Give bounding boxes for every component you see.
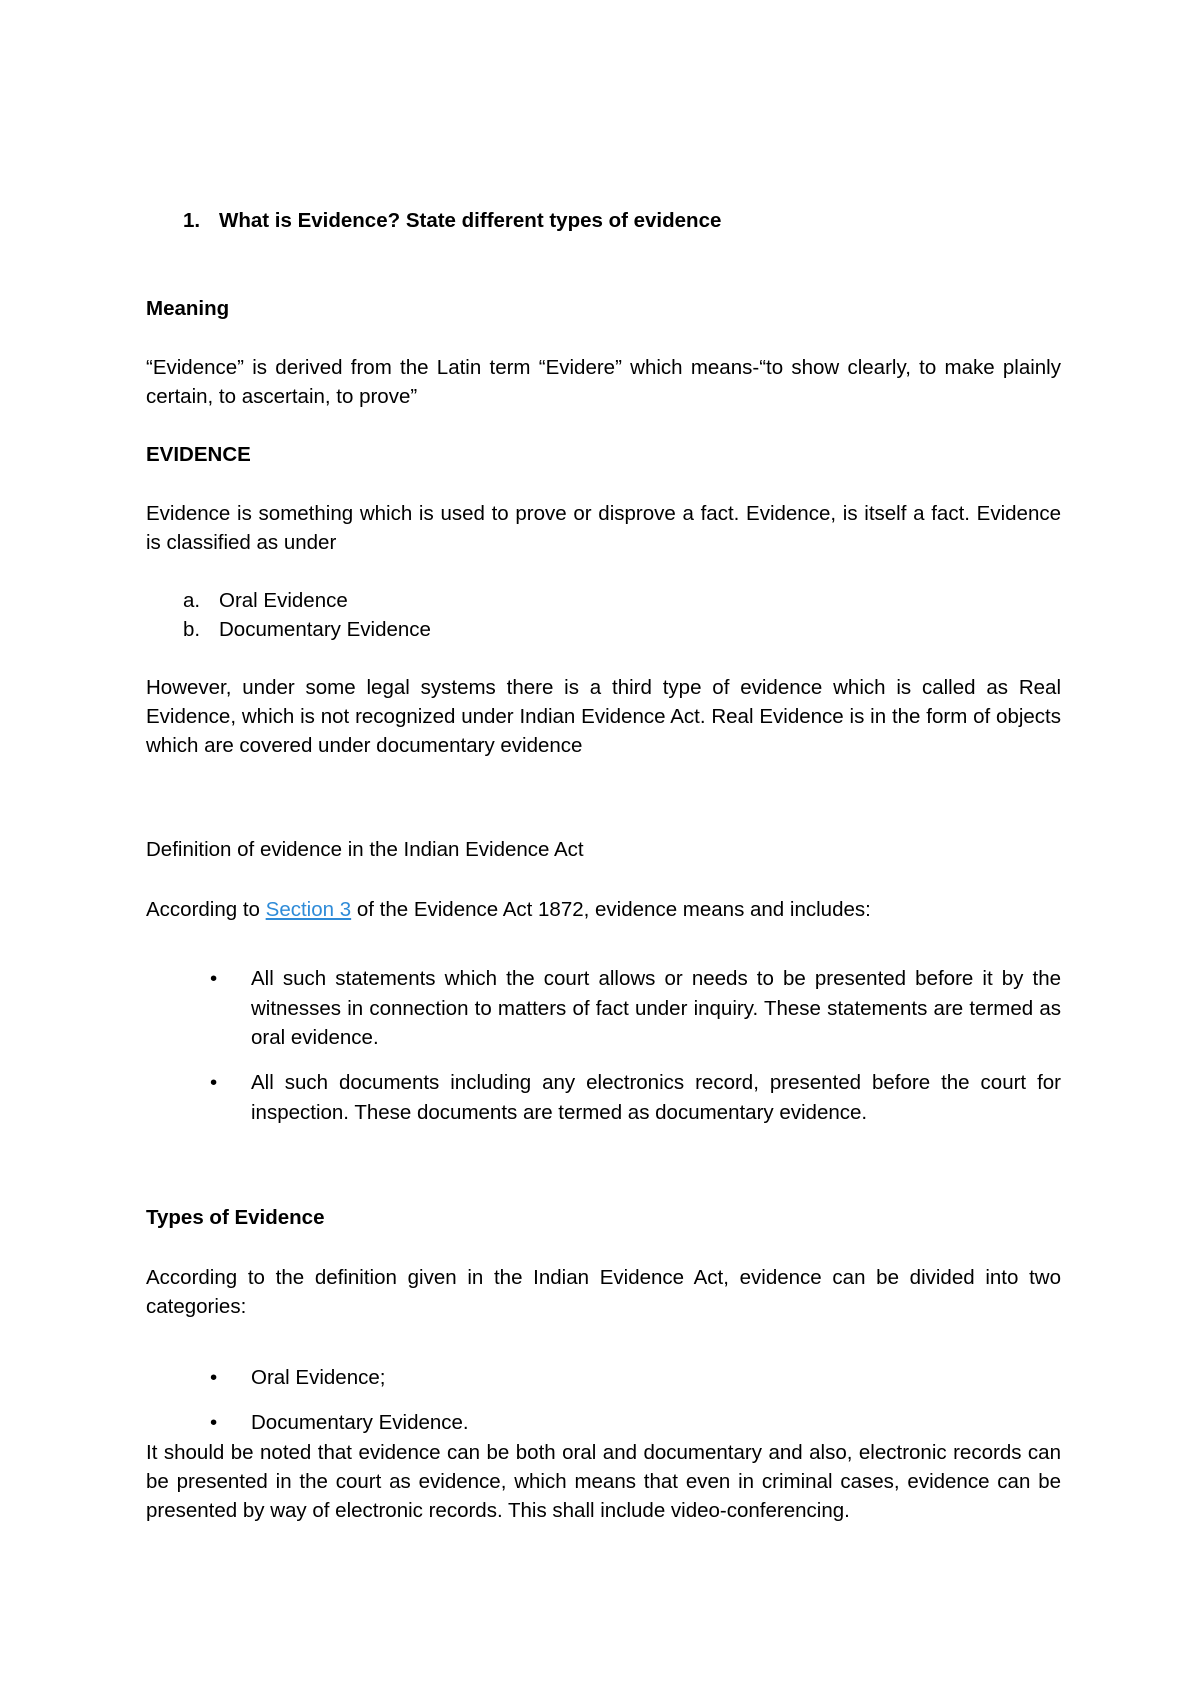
heading-number: 1. bbox=[183, 209, 201, 232]
list-marker: a. bbox=[183, 589, 201, 612]
list-marker: b. bbox=[183, 618, 201, 641]
types-intro: According to the definition given in the Indian Evidence Act, evidence can be divided into two categories: bbox=[146, 1266, 1061, 1318]
types-bullet-oral bbox=[210, 1363, 1061, 1393]
section-3-link[interactable]: Section 3 bbox=[265, 898, 352, 921]
definition-intro-before: According to bbox=[146, 898, 266, 921]
bullet-text: All such statements which the court allows or needs to be presented before it by the witnesses in connection to matters of fact under inquiry. These statements are termed as oral evidence. bbox=[251, 967, 1061, 1049]
bullet-text: Documentary Evidence. bbox=[251, 1411, 469, 1434]
definition-intro-after: of the Evidence Act 1872, evidence means and includes: bbox=[351, 898, 871, 921]
bullet-icon: • bbox=[210, 1071, 218, 1094]
types-note: It should be noted that evidence can be both oral and documentary and also, electronic records can be presented in the court as evidence, which means that even in criminal cases, evidence can be presented by way of electronic records. This shall include video-conferencing. bbox=[146, 1441, 1061, 1522]
definition-title: Definition of evidence in the Indian Evidence Act bbox=[146, 838, 584, 861]
evidence-text: Evidence is something which is used to prove or disprove a fact. Evidence, is itself a fact. Evidence is classified as under bbox=[146, 502, 1061, 554]
bullet-text: Oral Evidence; bbox=[251, 1366, 386, 1389]
question-heading bbox=[183, 206, 883, 236]
definition-intro bbox=[146, 895, 1061, 924]
types-bullet-documentary bbox=[210, 1408, 1061, 1438]
list-item-text: Oral Evidence bbox=[219, 589, 348, 612]
bullet-text: All such documents including any electronics record, presented before the court for inspection. These documents are termed as documentary evidence. bbox=[251, 1071, 1061, 1124]
bullet-icon: • bbox=[210, 1366, 218, 1389]
list-item-text: Documentary Evidence bbox=[219, 618, 431, 641]
evidence-title: EVIDENCE bbox=[146, 443, 251, 466]
real-evidence-paragraph: However, under some legal systems there is a third type of evidence which is called as Real Evidence, which is not recognized under Indian Evidence Act. Real Evidence is in the form of objects which are covered under documentary evidence bbox=[146, 676, 1061, 757]
types-title: Types of Evidence bbox=[146, 1206, 325, 1229]
bullet-icon: • bbox=[210, 967, 218, 990]
heading-text: What is Evidence? State different types of evidence bbox=[219, 209, 722, 232]
meaning-title: Meaning bbox=[146, 297, 230, 320]
bullet-icon: • bbox=[210, 1411, 218, 1434]
meaning-text: “Evidence” is derived from the Latin term “Evidere” which means-“to show clearly, to make plainly certain, to ascertain, to prove” bbox=[146, 356, 1061, 408]
definition-bullet-documentary bbox=[210, 1068, 1061, 1127]
definition-bullet-oral bbox=[210, 964, 1061, 1053]
